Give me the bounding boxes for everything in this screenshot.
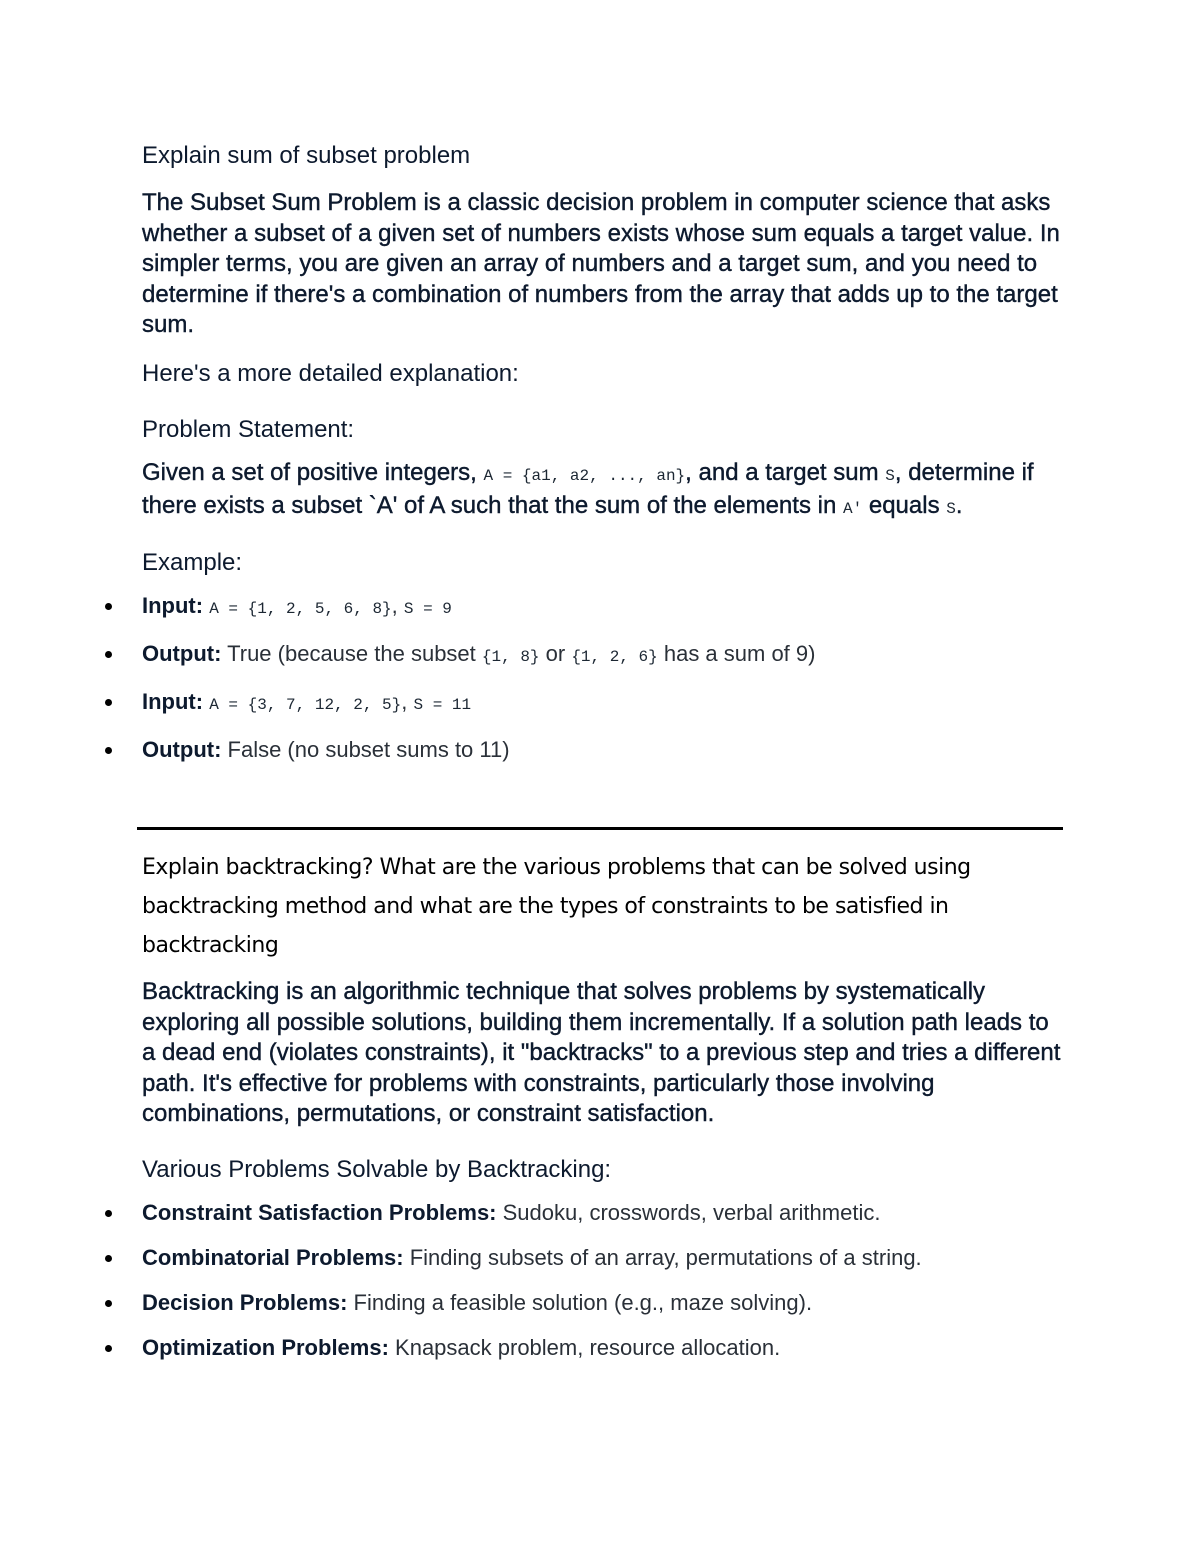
subset-symbol: A' <box>842 500 863 518</box>
problem-label: Combinatorial Problems: <box>142 1244 404 1270</box>
bullet-icon <box>105 1345 112 1352</box>
example-text: or <box>539 640 572 666</box>
problem-text: Knapsack problem, resource allocation. <box>388 1334 781 1360</box>
section-divider <box>137 827 1063 830</box>
question-backtracking: Explain backtracking? What are the various problems that can be solved using backtracking method and what are the types of constraints to be satisfied in backtracking <box>142 855 971 958</box>
section-backtracking <box>142 848 1067 1378</box>
subset-sum-intro: The Subset Sum Problem is a classic decision problem in computer science that asks whether a subset of a given set of numbers exists whose sum equals a target value. In simpler terms, you are given an array of numbers and a target sum, and you need to determine if there's a combination of numbers from the array that adds up to the target sum. <box>142 189 1060 338</box>
example-code: {1, 8} <box>481 647 540 666</box>
example-code: A = {3, 7, 12, 2, 5} <box>209 695 402 714</box>
bullet-icon <box>105 1255 112 1262</box>
example-label: Input: <box>142 592 204 618</box>
list-item <box>142 687 1067 720</box>
example-heading: Example: <box>142 548 243 576</box>
list-item <box>142 735 1067 765</box>
example-label: Output: <box>142 640 222 666</box>
bullet-icon <box>105 1210 112 1217</box>
list-item <box>142 1333 1067 1363</box>
example-code: {1, 2, 6} <box>571 647 658 666</box>
example-code: S = 9 <box>403 599 452 618</box>
statement-text-5: . <box>955 492 963 519</box>
problem-statement-heading: Problem Statement: <box>142 415 355 443</box>
list-item <box>142 639 1067 672</box>
detail-heading: Here's a more detailed explanation: <box>142 359 519 387</box>
problems-list <box>142 1198 1067 1363</box>
backtracking-intro: Backtracking is an algorithmic technique that solves problems by systematically exploring all possible solutions, building them incrementally. If a solution path leads to a dead end (violates constraints), it "backtracks" to a previous step and tries a different path. It's effective for problems with constraints, particularly those involving combinations, permutations, or constraint satisfaction. <box>142 978 1061 1127</box>
target-sum-symbol: S <box>885 466 895 485</box>
list-item <box>142 1243 1067 1273</box>
problem-text: Sudoku, crosswords, verbal arithmetic. <box>496 1199 881 1225</box>
list-item <box>142 1198 1067 1228</box>
problem-label: Optimization Problems: <box>142 1334 389 1360</box>
problem-label: Constraint Satisfaction Problems: <box>142 1199 497 1225</box>
section-subset-sum <box>142 140 1067 780</box>
statement-text-2: , and a target sum <box>685 458 886 486</box>
question-subset-sum: Explain sum of subset problem <box>142 142 471 169</box>
bullet-icon <box>105 651 112 658</box>
bullet-icon <box>105 699 112 706</box>
problem-text: Finding a feasible solution (e.g., maze solving). <box>347 1289 813 1315</box>
example-text: has a sum of 9) <box>657 640 816 666</box>
problem-text: Finding subsets of an array, permutations of a string. <box>403 1244 922 1270</box>
problem-label: Decision Problems: <box>142 1289 348 1315</box>
target-sum-symbol-2: S <box>946 500 956 518</box>
list-item <box>142 1288 1067 1318</box>
problem-statement <box>142 458 1067 525</box>
example-text: False (no subset sums to 11) <box>221 736 510 762</box>
statement-text-4: equals <box>862 492 947 519</box>
example-code: A = {1, 2, 5, 6, 8} <box>209 599 392 618</box>
bullet-icon <box>105 747 112 754</box>
example-separator: , <box>401 688 414 714</box>
bullet-icon <box>105 1300 112 1307</box>
statement-text-1: Given a set of positive integers, <box>142 458 484 486</box>
set-notation: A = {a1, a2, ..., an} <box>483 466 686 485</box>
problems-heading: Various Problems Solvable by Backtracking: <box>142 1155 612 1183</box>
example-code: S = 11 <box>413 695 472 714</box>
example-text: True (because the subset <box>221 640 482 666</box>
example-separator: , <box>391 592 404 618</box>
list-item <box>142 591 1067 624</box>
example-label: Input: <box>142 688 204 714</box>
statement-text-3: , determine if there exists a subset `A' of A such that the sum of the elements in <box>142 458 1034 519</box>
bullet-icon <box>105 603 112 610</box>
example-label: Output: <box>142 736 222 762</box>
example-list <box>142 591 1067 765</box>
